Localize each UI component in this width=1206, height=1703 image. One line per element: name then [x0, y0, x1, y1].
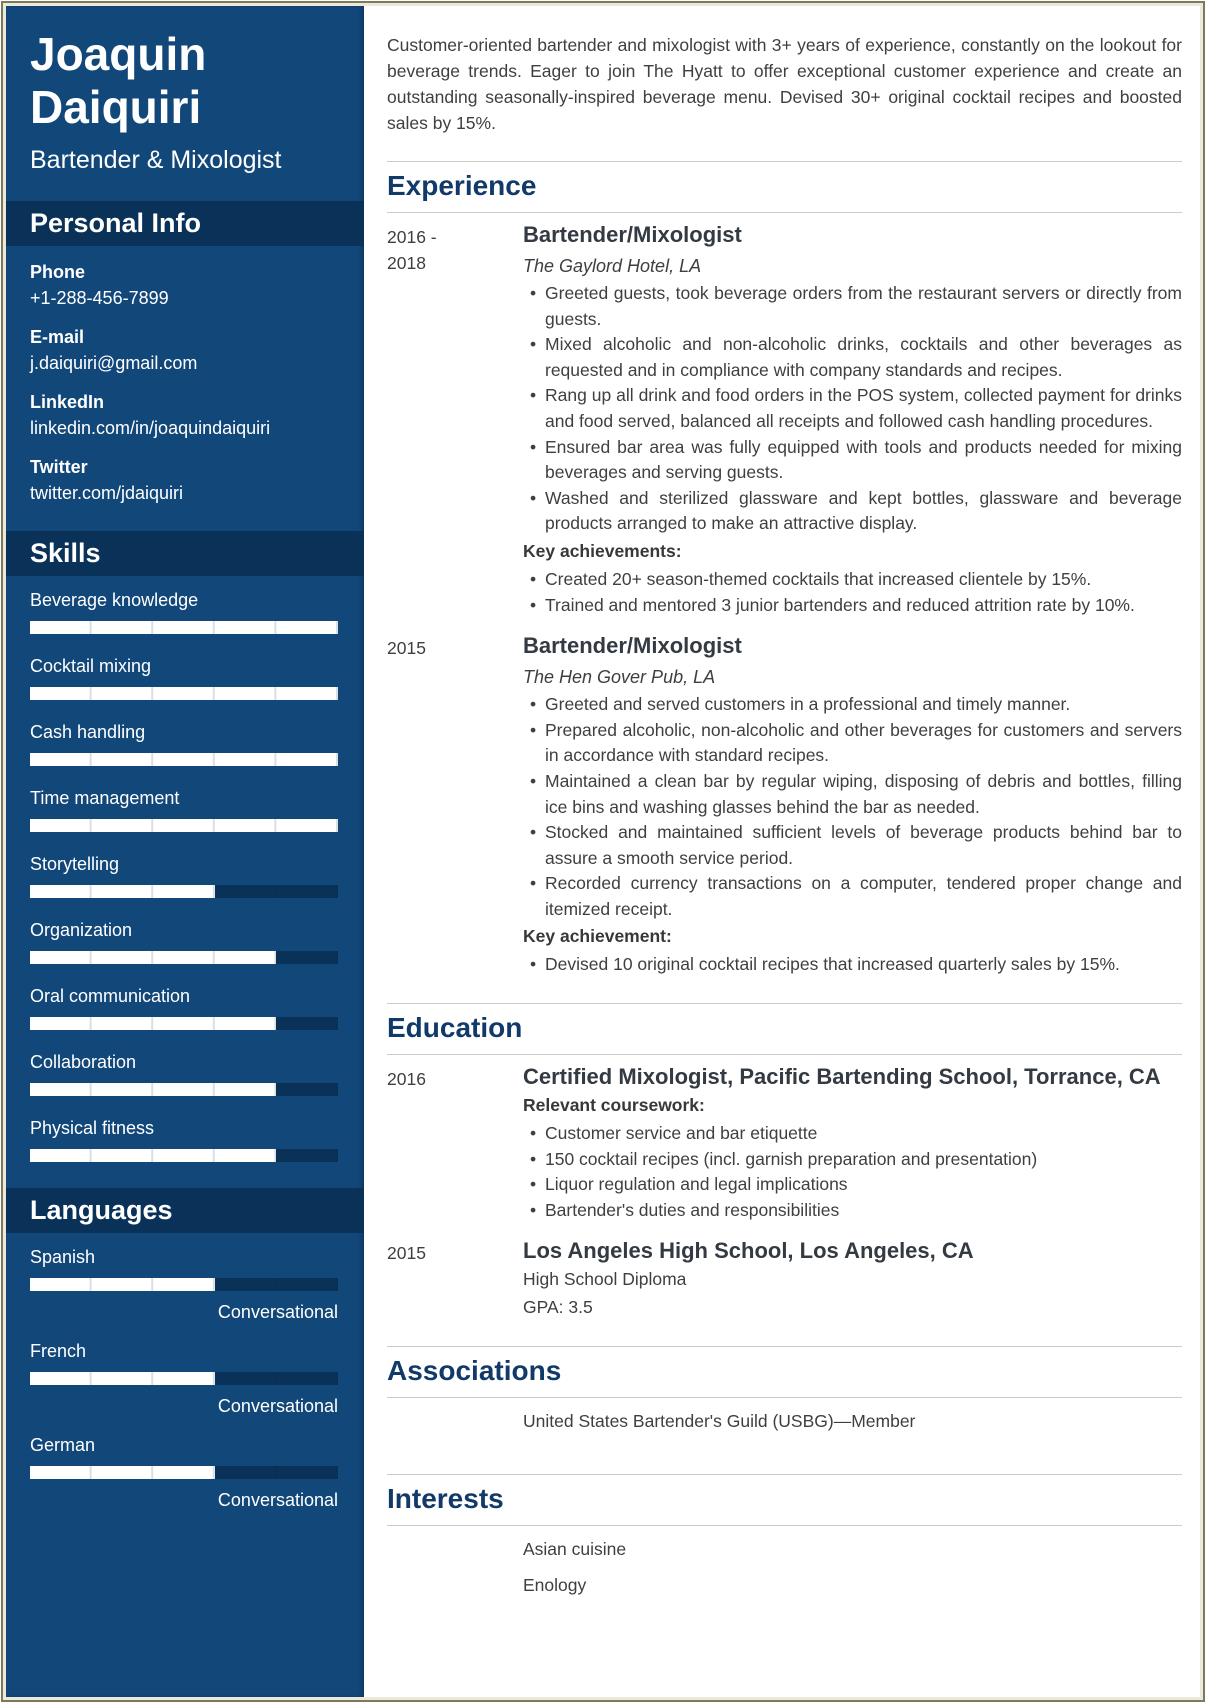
level-bar [30, 1149, 338, 1162]
skill-item [30, 920, 338, 964]
date-line: 2015 [387, 638, 426, 659]
level-bar-segments [30, 687, 338, 700]
level-bar-segments [30, 819, 338, 832]
personal-info-label: LinkedIn [30, 392, 105, 412]
level-bar-segments [30, 753, 338, 766]
experience-heading: Experience [387, 170, 537, 201]
education-heading: Education [387, 1012, 523, 1044]
skill-label: Time management [30, 788, 180, 808]
bullet-item: • Mixed alcoholic and non-alcoholic drinks, cocktails and other beverages as requested and in compliance with company standards and recipes. [523, 332, 1182, 383]
skill-label: Oral communication [30, 986, 191, 1006]
level-bar [30, 753, 338, 766]
skill-label: Collaboration [30, 1052, 137, 1072]
candidate-job-title: Bartender & Mixologist [30, 146, 282, 174]
level-bar-segments [30, 885, 338, 898]
personal-info-heading: Personal Info [6, 201, 364, 246]
skills-heading: Skills [6, 531, 364, 576]
sidebar [6, 6, 364, 1697]
bullet-item: • Washed and sterilized glassware and kept bottles, glassware and beverage products arranged to make an attractive display. [523, 486, 1182, 537]
entry-body [523, 1063, 1182, 1223]
personal-info-value: +1-288-456-7899 [30, 288, 169, 308]
personal-info-value: twitter.com/jdaiquiri [30, 483, 184, 503]
professional-summary: Customer-oriented bartender and mixologist with 3+ years of experience, constantly on the lookout for beverage trends. Eager to join The Hyatt to offer exceptional customer experience and create an outstanding seasonally-inspired beverage menu. Devised 30+ original cocktail recipes and boosted sales by 15%. [387, 35, 1182, 133]
entry-title: Bartender/Mixologist [523, 222, 742, 247]
skill-label: Physical fitness [30, 1118, 155, 1138]
level-bar [30, 951, 338, 964]
bullet-item: • Liquor regulation and legal implications [523, 1172, 1182, 1198]
level-bar-segments [30, 1466, 338, 1479]
bullet-item: • Devised 10 original cocktail recipes that increased quarterly sales by 15%. [523, 952, 1182, 978]
level-bar [30, 621, 338, 634]
education-entry [387, 1237, 1182, 1320]
interest-item: Enology [523, 1574, 587, 1595]
language-label: German [30, 1435, 96, 1455]
experience-entries [387, 213, 1182, 978]
skill-label: Cash handling [30, 722, 146, 742]
key-achievements-label: Key achievements: [523, 540, 682, 561]
interests-section-heading [387, 1474, 1182, 1526]
skill-item [30, 986, 338, 1030]
associations-items [523, 1398, 1182, 1449]
interests-items [523, 1526, 1182, 1613]
bullet-item: • Maintained a clean bar by regular wiping, disposing of debris and bottles, filling ice bins and washing glasses behind the bar as needed. [523, 769, 1182, 820]
level-bar [30, 1278, 338, 1291]
personal-info-item [30, 325, 338, 375]
skill-item [30, 590, 338, 634]
experience-section-heading [387, 161, 1182, 213]
bullet-list [523, 692, 1182, 922]
level-bar [30, 1372, 338, 1385]
bullet-list [523, 281, 1182, 537]
personal-info-label: Phone [30, 262, 86, 282]
personal-info-item [30, 390, 338, 440]
level-bar [30, 1466, 338, 1479]
associations-heading: Associations [387, 1354, 562, 1386]
bullet-item: • Ensured bar area was fully equipped with tools and products needed for mixing beverages and serving guests. [523, 435, 1182, 486]
language-proficiency: Conversational [217, 1302, 338, 1322]
level-bar-segments [30, 1083, 338, 1096]
entry-title: Certified Mixologist, Pacific Bartending School, Torrance, CA [523, 1064, 1161, 1090]
personal-info-label: Twitter [30, 457, 88, 477]
bullet-item: • Bartender's duties and responsibilities [523, 1198, 1182, 1224]
entry-line: GPA: 3.5 [523, 1297, 593, 1318]
bullet-item: • Stocked and maintained sufficient levels of beverage products behind bar to assure a smooth service period. [523, 820, 1182, 871]
entry-title: Bartender/Mixologist [523, 633, 742, 659]
bullet-item: • Customer service and bar etiquette [523, 1121, 1182, 1147]
entry-subheading: Relevant coursework: [523, 1095, 705, 1116]
skill-label: Beverage knowledge [30, 590, 199, 610]
association-item: United States Bartender's Guild (USBG)—Member [523, 1410, 916, 1431]
language-item [30, 1247, 338, 1323]
level-bar [30, 885, 338, 898]
skill-label: Organization [30, 920, 133, 940]
bullet-item: • Greeted and served customers in a professional and timely manner. [523, 692, 1182, 718]
personal-info-label: E-mail [30, 327, 85, 347]
education-entry [387, 1063, 1182, 1223]
bullet-item: • Prepared alcoholic, non-alcoholic and other beverages for customers and servers in accordance with standard recipes. [523, 718, 1182, 769]
entry-dates [387, 632, 523, 978]
key-achievements-list [523, 952, 1182, 978]
skill-label: Storytelling [30, 854, 120, 874]
personal-info-item [30, 260, 338, 310]
language-label: French [30, 1341, 87, 1361]
date-line: 2016 [387, 1069, 426, 1090]
entry-body [523, 221, 1182, 618]
entry-title: Los Angeles High School, Los Angeles, CA [523, 1238, 974, 1264]
entry-dates [387, 221, 523, 618]
bullet-item: • Trained and mentored 3 junior bartenders and reduced attrition rate by 10%. [523, 593, 1182, 619]
main-content [364, 6, 1200, 1697]
skill-item [30, 1052, 338, 1096]
experience-entry [387, 632, 1182, 978]
languages-list [6, 1233, 364, 1511]
interest-item: Asian cuisine [523, 1538, 627, 1559]
interests-heading: Interests [387, 1482, 504, 1514]
level-bar-segments [30, 1278, 338, 1291]
languages-heading: Languages [6, 1188, 364, 1233]
entry-dates [387, 1237, 523, 1320]
skill-item [30, 854, 338, 898]
page-frame [1, 1, 1205, 1702]
personal-info-value: j.daiquiri@gmail.com [30, 353, 198, 373]
language-proficiency: Conversational [217, 1396, 338, 1416]
candidate-name: Joaquin Daiquiri [30, 28, 207, 133]
date-line: 2016 - [387, 227, 437, 247]
level-bar-segments [30, 621, 338, 634]
entry-body [523, 1237, 1182, 1320]
bullet-item: • Greeted guests, took beverage orders from the restaurant servers or directly from guests. [523, 281, 1182, 332]
bullet-item: • Rang up all drink and food orders in the POS system, collected payment for drinks and food served, balanced all receipts and followed cash handling procedures. [523, 383, 1182, 434]
personal-info-value: linkedin.com/in/joaquindaiquiri [30, 418, 271, 438]
education-section-heading [387, 1003, 1182, 1055]
key-achievements-label: Key achievement: [523, 926, 672, 947]
date-line: 2015 [387, 1243, 426, 1264]
level-bar-segments [30, 1372, 338, 1385]
level-bar-segments [30, 1149, 338, 1162]
date-line: 2018 [387, 253, 426, 273]
entry-body [523, 632, 1182, 978]
resume-document [6, 6, 1200, 1697]
bullet-item: • Recorded currency transactions on a computer, tendered proper change and itemized receipt. [523, 871, 1182, 922]
language-item [30, 1341, 338, 1417]
personal-info-list [6, 246, 364, 505]
bullet-list [523, 1121, 1182, 1223]
level-bar-segments [30, 1017, 338, 1030]
level-bar [30, 687, 338, 700]
level-bar [30, 1017, 338, 1030]
associations-section-heading [387, 1346, 1182, 1398]
education-entries [387, 1055, 1182, 1321]
level-bar [30, 819, 338, 832]
skill-label: Cocktail mixing [30, 656, 152, 676]
entry-line: High School Diploma [523, 1269, 687, 1290]
bullet-item: • 150 cocktail recipes (incl. garnish preparation and presentation) [523, 1147, 1182, 1173]
entry-company: The Gaylord Hotel, LA [523, 256, 702, 276]
bullet-item: • Created 20+ season-themed cocktails that increased clientele by 15%. [523, 567, 1182, 593]
level-bar-segments [30, 951, 338, 964]
entry-dates [387, 1063, 523, 1223]
skills-list [6, 576, 364, 1162]
language-proficiency: Conversational [217, 1490, 338, 1510]
entry-company: The Hen Gover Pub, LA [523, 667, 716, 688]
language-label: Spanish [30, 1247, 96, 1267]
language-item [30, 1435, 338, 1511]
skill-item [30, 1118, 338, 1162]
personal-info-item [30, 455, 338, 505]
experience-entry [387, 221, 1182, 618]
key-achievements-list [523, 567, 1182, 618]
skill-item [30, 788, 338, 832]
skill-item [30, 722, 338, 766]
level-bar [30, 1083, 338, 1096]
skill-item [30, 656, 338, 700]
